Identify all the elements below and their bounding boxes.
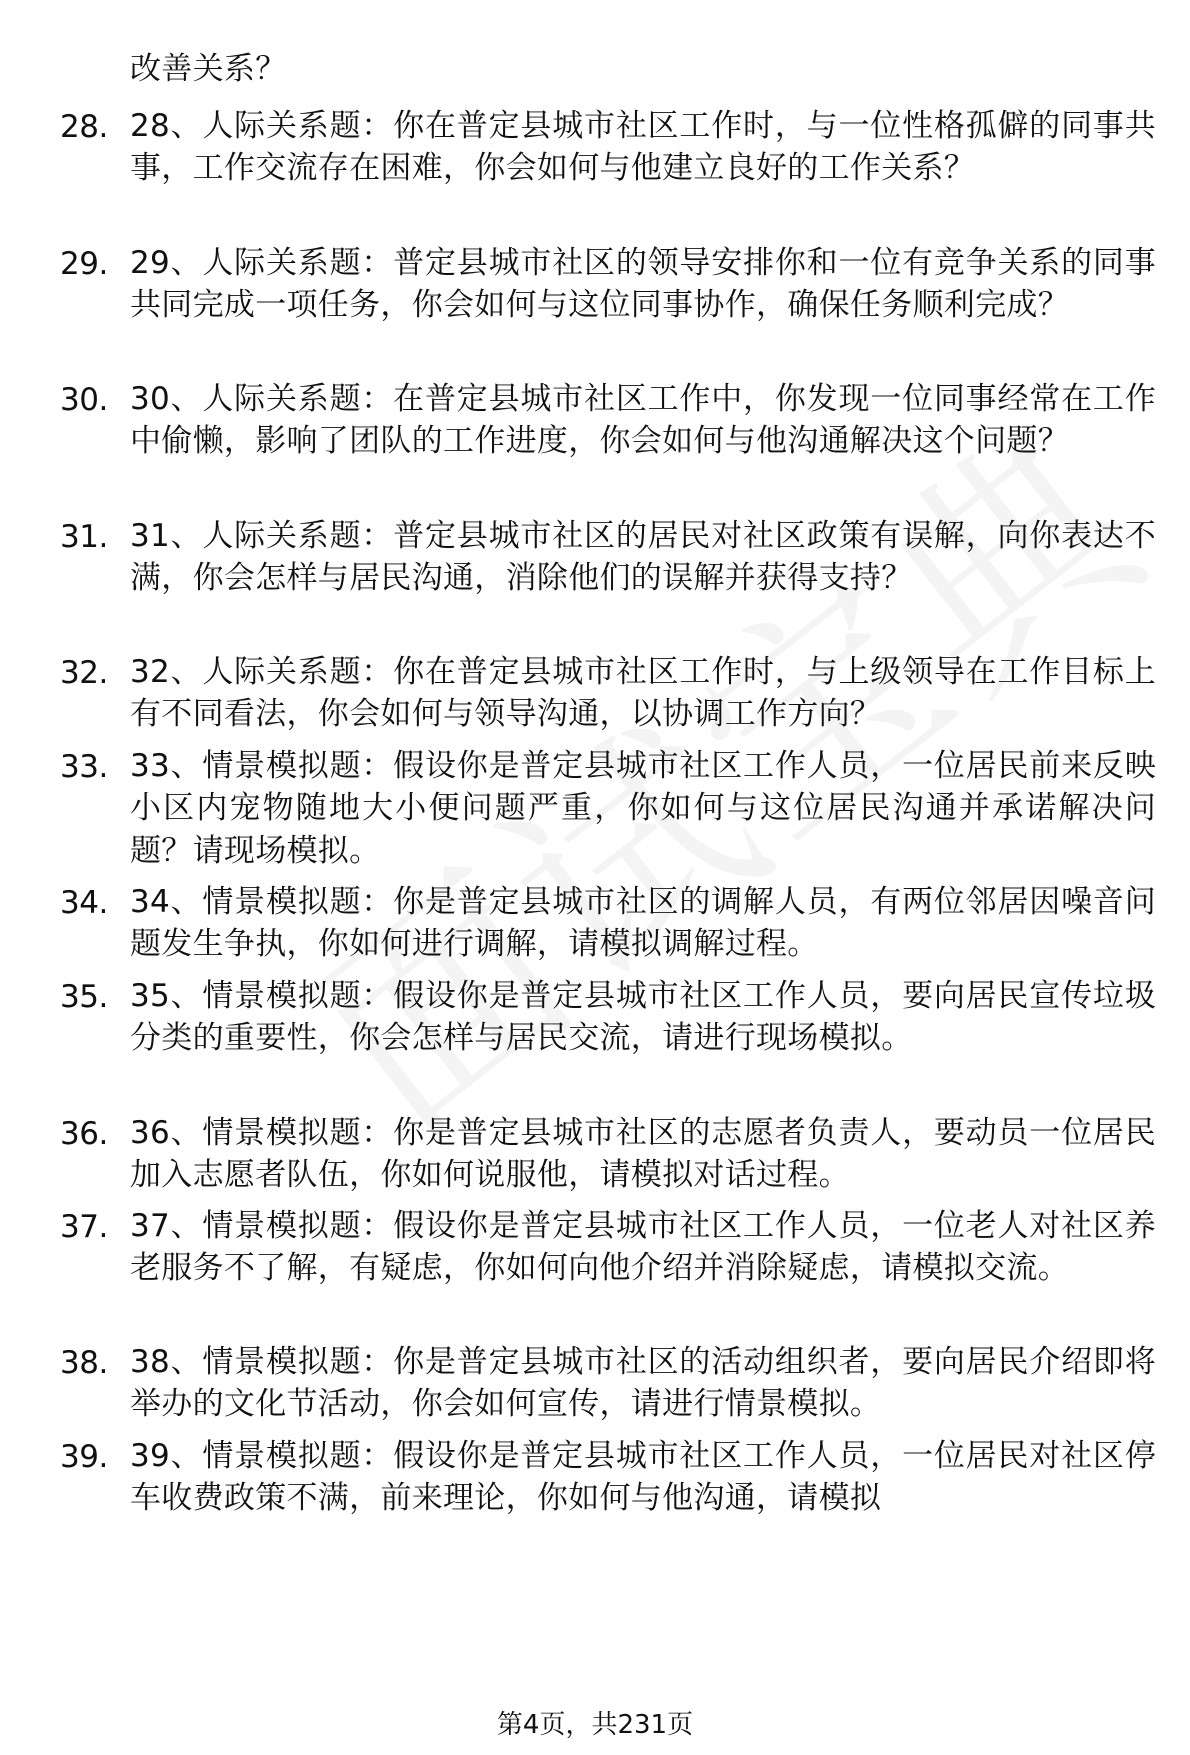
page-footer: 第4页，共231页 <box>496 1710 694 1740</box>
item-text: 32、人际关系题：你在普定县城市社区工作时，与上级领导在工作目标上有不同看法，你会如何与领导沟通，以协调工作方向？ <box>130 654 1156 733</box>
item-text: 39、情景模拟题：假设你是普定县城市社区工作人员，一位居民对社区停车收费政策不满，前来理论，你如何与他沟通，请模拟 <box>130 1438 1156 1517</box>
item-text: 29、人际关系题：普定县城市社区的领导安排你和一位有竞争关系的同事共同完成一项任务，你会如何与这位同事协作，确保任务顺利完成？ <box>130 245 1156 324</box>
continuation-text: 改善关系？ <box>130 51 287 87</box>
item-number: 37. <box>60 1209 108 1245</box>
item-number: 32. <box>60 655 108 691</box>
item-text: 28、人际关系题：你在普定县城市社区工作时，与一位性格孤僻的同事共事，工作交流存在困难，你会如何与他建立良好的工作关系？ <box>130 108 1156 187</box>
item-number: 33. <box>60 749 108 785</box>
item-number: 30. <box>60 382 108 418</box>
item-number: 28. <box>60 109 108 145</box>
item-text: 37、情景模拟题：假设你是普定县城市社区工作人员，一位老人对社区养老服务不了解，有疑虑，你如何向他介绍并消除疑虑，请模拟交流。 <box>130 1208 1156 1287</box>
item-number: 36. <box>60 1116 108 1152</box>
item-text: 31、人际关系题：普定县城市社区的居民对社区政策有误解，向你表达不满，你会怎样与居民沟通，消除他们的误解并获得支持？ <box>130 518 1156 597</box>
item-number: 38. <box>60 1345 108 1381</box>
item-text: 38、情景模拟题：你是普定县城市社区的活动组织者，要向居民介绍即将举办的文化节活动，你会如何宣传，请进行情景模拟。 <box>130 1344 1156 1423</box>
item-number: 35. <box>60 979 108 1015</box>
item-text: 34、情景模拟题：你是普定县城市社区的调解人员，有两位邻居因噪音问题发生争执，你如何进行调解，请模拟调解过程。 <box>130 884 1156 963</box>
item-text: 36、情景模拟题：你是普定县城市社区的志愿者负责人，要动员一位居民加入志愿者队伍，你如何说服他，请模拟对话过程。 <box>130 1115 1156 1194</box>
item-number: 39. <box>60 1439 108 1475</box>
item-number: 29. <box>60 246 108 282</box>
item-text: 30、人际关系题：在普定县城市社区工作中，你发现一位同事经常在工作中偷懒，影响了团队的工作进度，你会如何与他沟通解决这个问题？ <box>130 381 1156 460</box>
item-number: 31. <box>60 519 108 555</box>
item-text: 35、情景模拟题：假设你是普定县城市社区工作人员，要向居民宣传垃圾分类的重要性，你会怎样与居民交流，请进行现场模拟。 <box>130 978 1156 1057</box>
item-text: 33、情景模拟题：假设你是普定县城市社区工作人员，一位居民前来反映小区内宠物随地大小便问题严重，你如何与这位居民沟通并承诺解决问题？请现场模拟。 <box>130 748 1156 869</box>
item-number: 34. <box>60 885 108 921</box>
